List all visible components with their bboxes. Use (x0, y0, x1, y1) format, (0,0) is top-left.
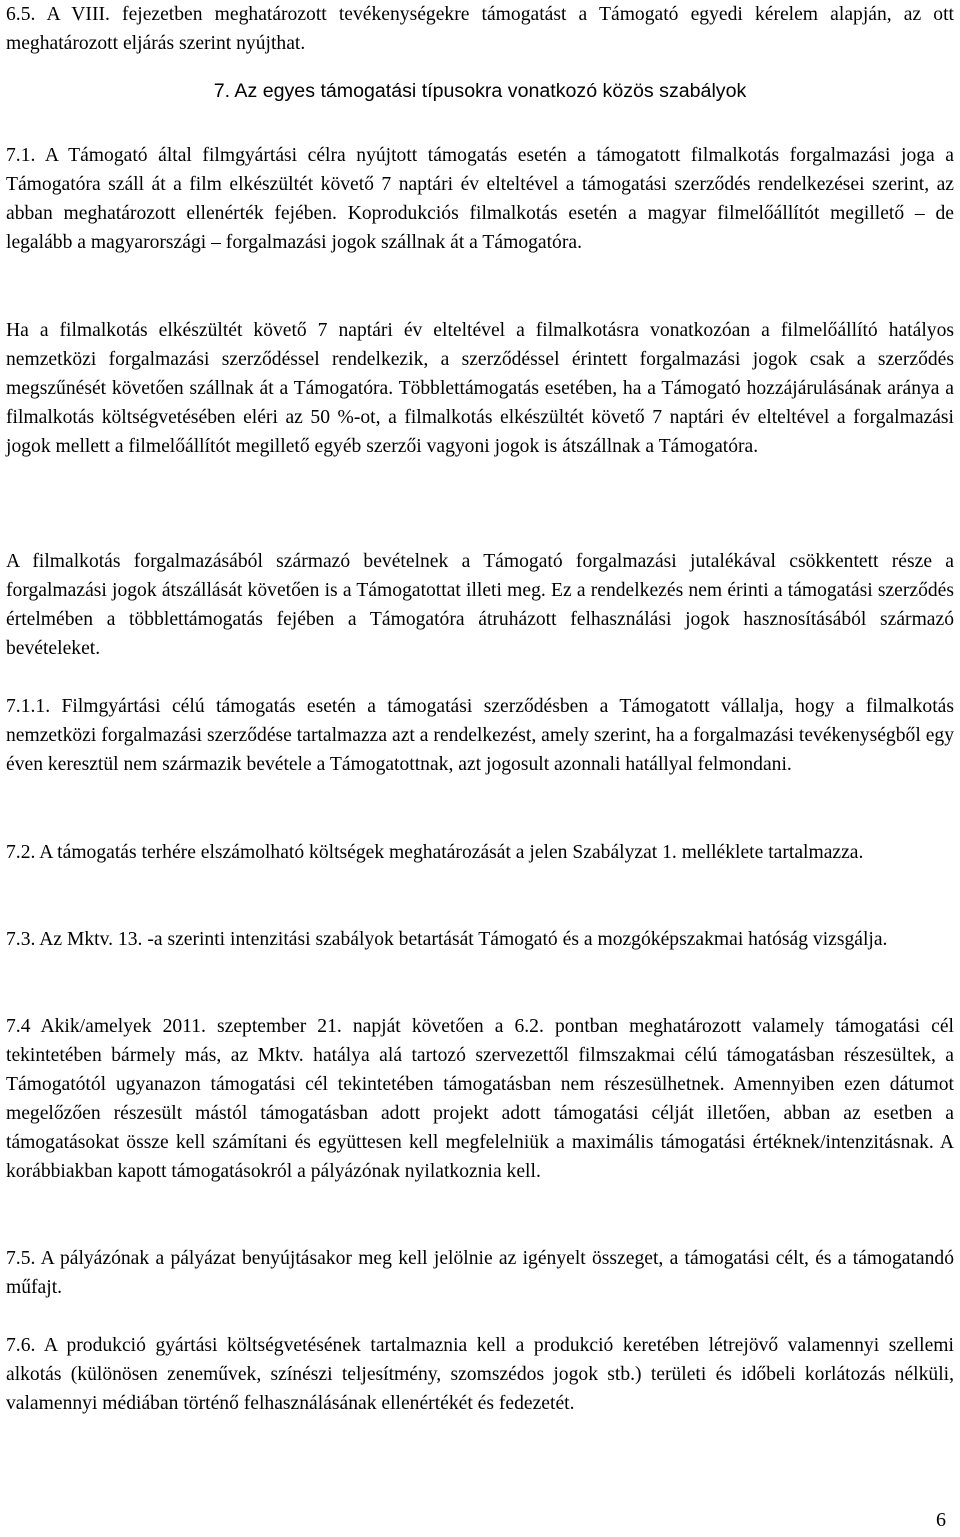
paragraph-7-1-b: Ha a filmalkotás elkészültét követő 7 naptári év elteltével a filmalkotásra vonatkozóan a filmelőállító hatályos nemzetközi forgalmazási szerződéssel rendelkezik, a szerződéssel érintett forgalmazási jogok csak a szerződés megszűnését követően szállnak át a Támogatóra. Többlettámogatás esetében, ha a Támogató hozzájárulásának aránya a filmalkotás költségvetésében eléri az 50 %-ot, a filmalkotás elkészültét követő 7 naptári év elteltével a forgalmazási jogok mellett a filmelőállítót megillető egyéb szerzői vagyoni jogok is átszállnak a Támogatóra. (6, 320, 954, 457)
paragraph-7-2: 7.2. A támogatás terhére elszámolható költségek meghatározását a jelen Szabályzat 1. melléklete tartalmazza. (6, 842, 864, 863)
paragraph-7-1-c: A filmalkotás forgalmazásából származó bevételnek a Támogató forgalmazási jutalékával csökkentett része a forgalmazási jogok átszállását követően is a Támogatottat illeti meg. Ez a rendelkezés nem érinti a támogatási szerződés értelmében a többlettámogatás fejében a Támogatóra átruházott felhasználási jogok hasznosításából származó bevételeket. (6, 551, 954, 659)
paragraph-7-5: 7.5. A pályázónak a pályázat benyújtásakor meg kell jelölnie az igényelt összeget, a támogatási célt, és a támogatandó műfajt. (6, 1248, 954, 1298)
paragraph-6-5: 6.5. A VIII. fejezetben meghatározott tevékenységekre támogatást a Támogató egyedi kérelem alapján, az ott meghatározott eljárás szerint nyújthat. (6, 4, 954, 54)
paragraph-7-6: 7.6. A produkció gyártási költségvetésének tartalmaznia kell a produkció keretében létrejövő valamennyi szellemi alkotás (különösen zeneművek, színészi teljesítmény, szomszédos jogok stb.) területi és időbeli korlátozás nélküli, valamennyi médiában történő felhasználásának ellenértékét és fedezetét. (6, 1335, 954, 1414)
document-page (6, 0, 954, 1537)
section-heading-7-text: 7. Az egyes támogatási típusokra vonatkozó közös szabályok (213, 80, 747, 102)
paragraph-7-3: 7.3. Az Mktv. 13. -a szerinti intenzitási szabályok betartását Támogató és a mozgóképszakmai hatóság vizsgálja. (6, 929, 888, 950)
paragraph-7-1: 7.1. A Támogató által filmgyártási célra nyújtott támogatás esetén a támogatott filmalkotás forgalmazási joga a Támogatóra száll át a film elkészültét követő 7 naptári év elteltével a támogatási szerződés rendelkezései szerint, az abban meghatározott ellenérték fejében. Koprodukciós filmalkotás esetén a magyar filmelőállítót megillető – de legalább a magyarországi – forgalmazási jogok szállnak át a Támogatóra. (6, 145, 954, 253)
paragraph-7-4: 7.4 Akik/amelyek 2011. szeptember 21. napját követően a 6.2. pontban meghatározott valamely támogatási cél tekintetében bármely más, az Mktv. hatálya alá tartozó szervezettől filmszakmai célú támogatásban részesültek, a Támogatótól ugyanazon támogatási cél tekintetében támogatásban nem részesülhetnek. Amennyiben ezen dátumot megelőzően részesült mástól támogatásban adott projekt adott támogatási célját illetően, abban az esetben a támogatásokat össze kell számítani és együttesen kell megfelelniük a maximális támogatási értéknek/intenzitásnak. A korábbiakban kapott támogatásokról a pályázónak nyilatkoznia kell. (6, 1016, 954, 1182)
page-number: 6 (936, 1509, 946, 1531)
paragraph-7-1-1: 7.1.1. Filmgyártási célú támogatás esetén a támogatási szerződésben a Támogatott vállalja, hogy a filmalkotás nemzetközi forgalmazási szerződése tartalmazza azt a rendelkezést, amely szerint, ha a forgalmazási tevékenységből egy éven keresztül nem származik bevétele a Támogatottnak, azt jogosult azonnali hatállyal felmondani. (6, 696, 954, 775)
section-heading-7 (6, 77, 954, 106)
